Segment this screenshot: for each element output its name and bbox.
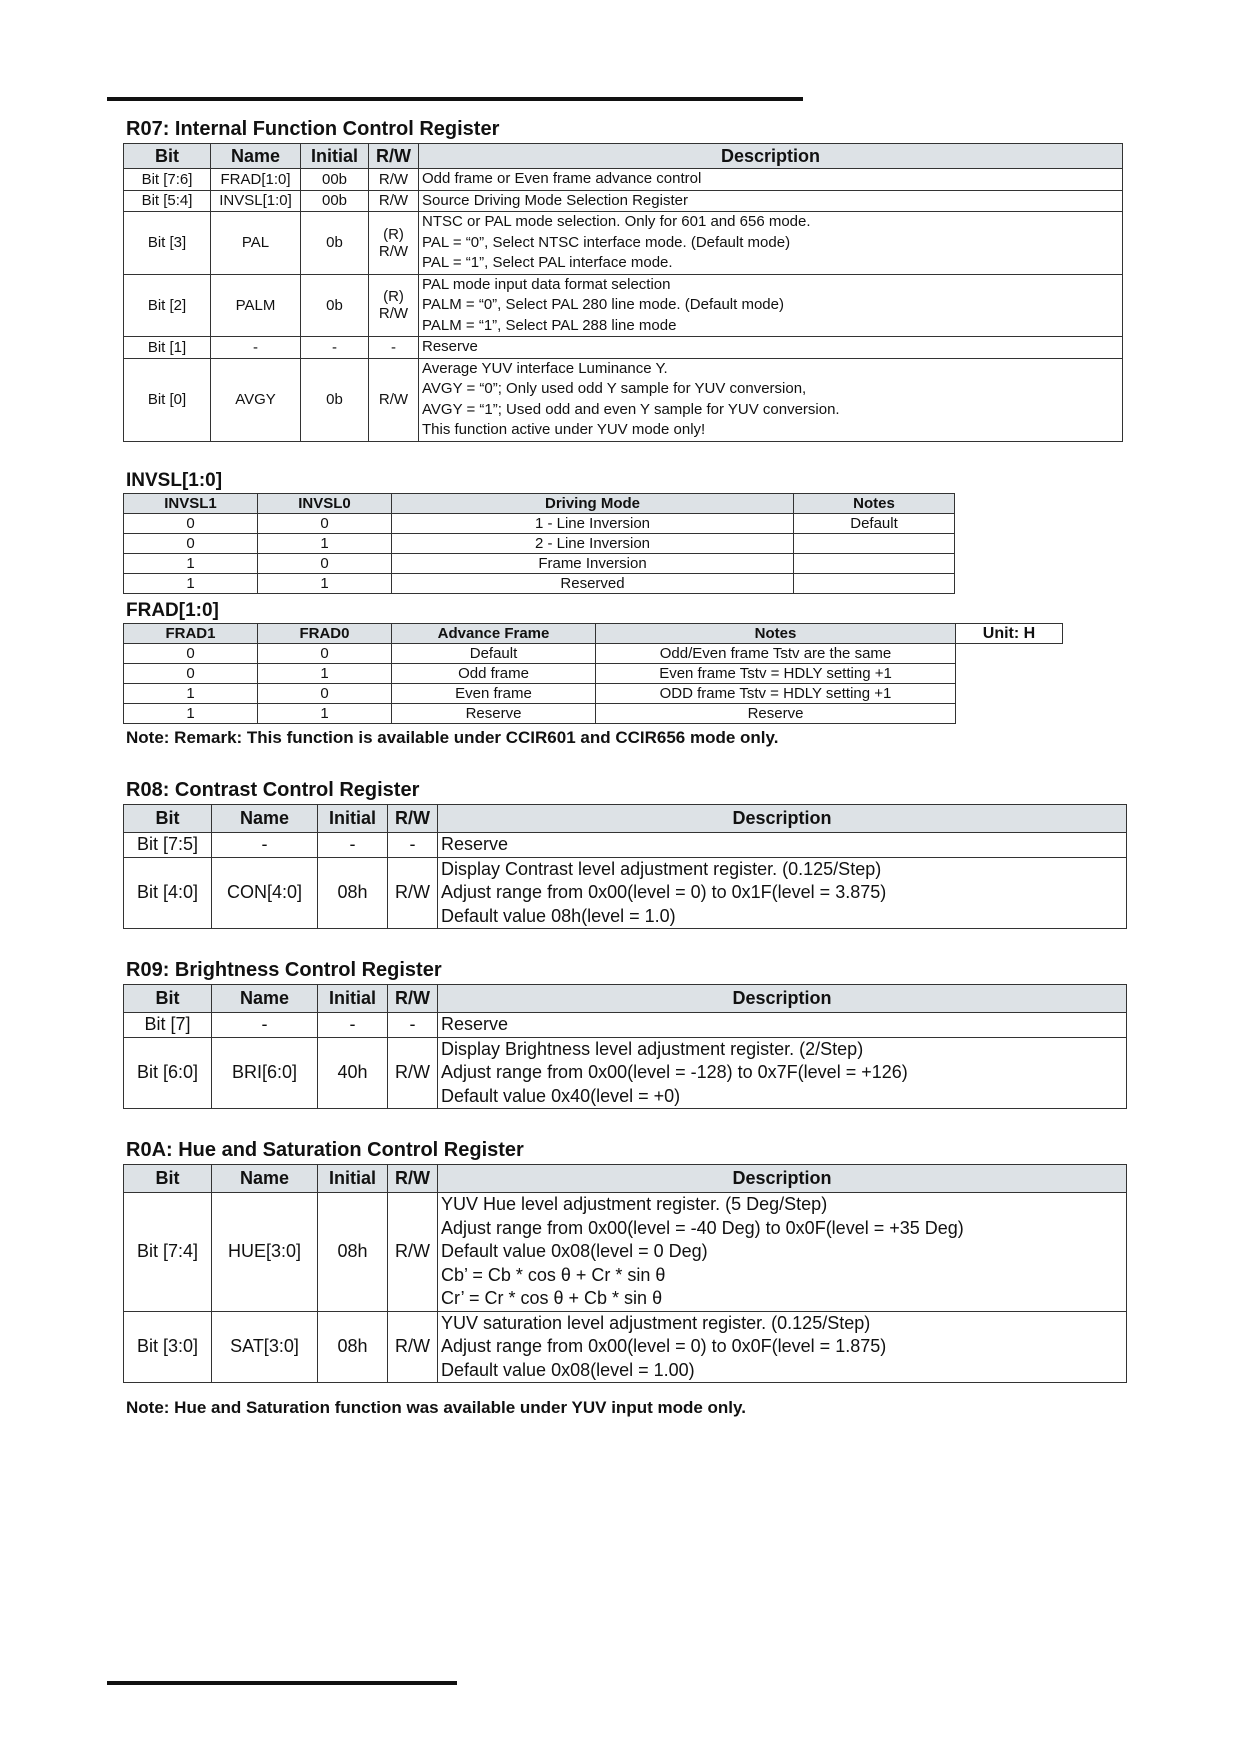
cell-name: SAT[3:0] [212,1311,318,1383]
col-header-name: Name [212,985,318,1013]
cell-initial: 00b [301,169,369,191]
cell-rw: R/W [388,1037,438,1109]
cell-initial: - [318,833,388,858]
frad-table [123,623,1063,724]
frad-unit: Unit: H [956,624,1063,644]
cell-name: FRAD[1:0] [211,169,301,191]
table-row [124,554,955,574]
description-line: Adjust range from 0x00(level = -40 Deg) to 0x0F(level = +35 Deg) [441,1217,964,1238]
r0a-table [123,1164,1127,1383]
table-cell: 0 [124,534,258,554]
table-cell: 1 [124,684,258,704]
cell-bit: Bit [7:4] [124,1193,212,1312]
r08-title: R08: Contrast Control Register [126,779,420,801]
frad-col-header: FRAD1 [124,624,258,644]
table-cell [794,534,955,554]
description-line: PALM = “0”, Select PAL 280 line mode. (Default mode) [422,296,784,313]
table-cell: 1 [124,554,258,574]
bottom-rule [107,1681,457,1685]
col-header-rw: R/W [388,985,438,1013]
table-cell: Even frame Tstv = HDLY setting +1 [596,664,956,684]
table-row [124,337,1123,359]
frad-col-header: FRAD0 [258,624,392,644]
table-cell: ODD frame Tstv = HDLY setting +1 [596,684,956,704]
table-row [124,704,1063,724]
col-header-rw: R/W [369,144,419,169]
table-row [124,274,1123,337]
cell-rw: R/W [388,857,438,929]
description-line: Default value 08h(level = 1.0) [441,905,676,926]
col-header-bit: Bit [124,985,212,1013]
description-line: PALM = “1”, Select PAL 288 line mode [422,316,677,334]
invsl-col-header: Notes [794,494,955,514]
invsl-col-header: INVSL0 [258,494,392,514]
table-cell: 1 [124,574,258,594]
cell-rw: R/W [369,169,419,191]
cell-bit: Bit [3] [124,212,211,275]
table-cell: 0 [124,644,258,664]
cell-description [438,1311,1127,1383]
cell-rw: - [388,833,438,858]
table-row [124,190,1123,212]
table-cell: Default [794,514,955,534]
r0a-title: R0A: Hue and Saturation Control Register [126,1139,524,1161]
table-row [124,644,1063,664]
table-cell: Even frame [392,684,596,704]
cell-name: PAL [211,212,301,275]
cell-description [419,190,1123,212]
cell-initial: 0b [301,212,369,275]
table-cell: Default [392,644,596,664]
cell-name: AVGY [211,358,301,441]
cell-initial: 08h [318,1193,388,1312]
cell-description [419,337,1123,359]
cell-description [419,169,1123,191]
cell-rw: (R) R/W [369,274,419,337]
description-line: Cb’ = Cb * cos θ + Cr * sin θ [441,1264,666,1285]
table-row [124,664,1063,684]
invsl-col-header: INVSL1 [124,494,258,514]
table-row [124,684,1063,704]
table-row [124,574,955,594]
table-cell: 0 [258,514,392,534]
col-header-name: Name [211,144,301,169]
col-header-name: Name [212,805,318,833]
cell-name: INVSL[1:0] [211,190,301,212]
description-line: AVGY = “1”; Used odd and even Y sample for YUV conversion. [422,400,840,418]
col-header-initial: Initial [318,805,388,833]
top-rule [107,97,803,101]
table-cell: 1 [258,704,392,724]
table-cell: 1 - Line Inversion [392,514,794,534]
table-cell: 0 [258,644,392,664]
description-line: NTSC or PAL mode selection. Only for 601 and 656 mode. [422,213,811,230]
cell-description [438,1013,1127,1038]
col-header-description: Description [419,144,1123,169]
col-header-initial: Initial [318,985,388,1013]
table-cell: Reserve [392,704,596,724]
cell-bit: Bit [0] [124,358,211,441]
frad-title: FRAD[1:0] [126,600,219,621]
table-cell: Odd/Even frame Tstv are the same [596,644,956,664]
table-cell: Odd frame [392,664,596,684]
cell-rw: R/W [369,190,419,212]
cell-rw: R/W [388,1193,438,1312]
col-header-name: Name [212,1165,318,1193]
description-line: Default value 0x08(level = 1.00) [441,1359,695,1380]
cell-bit: Bit [5:4] [124,190,211,212]
description-line: Reserve [441,1014,509,1034]
cell-initial: 0b [301,358,369,441]
col-header-description: Description [438,985,1127,1013]
invsl-title: INVSL[1:0] [126,470,223,491]
r07-title: R07: Internal Function Control Register [126,118,500,140]
description-line: Reserve [422,338,478,355]
r0a-note: Note: Hue and Saturation function was available under YUV input mode only. [126,1398,746,1417]
description-line: This function active under YUV mode only! [422,421,706,438]
table-row [124,857,1127,929]
cell-bit: Bit [7:6] [124,169,211,191]
table-row [124,169,1123,191]
cell-bit: Bit [3:0] [124,1311,212,1383]
description-line: Adjust range from 0x00(level = 0) to 0x1F(level = 3.875) [441,882,887,902]
description-line: Default value 0x08(level = 0 Deg) [441,1241,708,1261]
col-header-bit: Bit [124,1165,212,1193]
table-row [124,1193,1127,1312]
description-line: Source Driving Mode Selection Register [422,191,688,209]
table-row [124,358,1123,441]
table-row [124,1311,1127,1383]
cell-initial: - [318,1013,388,1038]
cell-bit: Bit [7] [124,1013,212,1038]
cell-bit: Bit [6:0] [124,1037,212,1109]
col-header-bit: Bit [124,805,212,833]
cell-rw: R/W [388,1311,438,1383]
r09-table [123,984,1127,1109]
frad-col-header: Advance Frame [392,624,596,644]
table-cell: 0 [124,514,258,534]
col-header-bit: Bit [124,144,211,169]
cell-description [438,833,1127,858]
description-line: Adjust range from 0x00(level = -128) to 0x7F(level = +126) [441,1062,908,1082]
cell-name: - [212,833,318,858]
cell-name: HUE[3:0] [212,1193,318,1312]
col-header-rw: R/W [388,1165,438,1193]
col-header-initial: Initial [318,1165,388,1193]
table-row [124,1013,1127,1038]
table-cell: 0 [124,664,258,684]
table-row [124,1037,1127,1109]
cell-initial: 40h [318,1037,388,1109]
cell-description [419,212,1123,275]
description-line: YUV saturation level adjustment register. (0.125/Step) [441,1312,871,1333]
description-line: Display Brightness level adjustment register. (2/Step) [441,1038,864,1059]
cell-name: - [212,1013,318,1038]
frad-col-header: Notes [596,624,956,644]
table-row [124,534,955,554]
r09-title: R09: Brightness Control Register [126,959,442,981]
cell-name: BRI[6:0] [212,1037,318,1109]
table-cell: 1 [258,574,392,594]
col-header-initial: Initial [301,144,369,169]
frad-note: Note: Remark: This function is available under CCIR601 and CCIR656 mode only. [126,728,779,747]
cell-name: PALM [211,274,301,337]
cell-bit: Bit [4:0] [124,857,212,929]
cell-bit: Bit [7:5] [124,833,212,858]
table-row [124,833,1127,858]
description-line: Display Contrast level adjustment register. (0.125/Step) [441,858,882,879]
table-cell [794,574,955,594]
description-line: Adjust range from 0x00(level = 0) to 0x0F(level = 1.875) [441,1336,887,1356]
cell-rw: (R) R/W [369,212,419,275]
description-line: Cr’ = Cr * cos θ + Cb * sin θ [441,1288,663,1308]
cell-initial: 0b [301,274,369,337]
cell-bit: Bit [2] [124,274,211,337]
table-cell: 0 [258,684,392,704]
r07-table [123,143,1123,442]
cell-initial: 00b [301,190,369,212]
col-header-description: Description [438,1165,1127,1193]
cell-rw: - [369,337,419,359]
description-line: YUV Hue level adjustment register. (5 Deg/Step) [441,1194,828,1214]
invsl-table [123,493,955,594]
invsl-col-header: Driving Mode [392,494,794,514]
col-header-rw: R/W [388,805,438,833]
cell-initial: 08h [318,1311,388,1383]
table-cell [794,554,955,574]
cell-name: - [211,337,301,359]
cell-description [438,857,1127,929]
description-line: PAL = “0”, Select NTSC interface mode. (Default mode) [422,233,791,251]
table-cell: 2 - Line Inversion [392,534,794,554]
cell-rw: R/W [369,358,419,441]
description-line: Average YUV interface Luminance Y. [422,359,668,377]
cell-name: CON[4:0] [212,857,318,929]
cell-description [438,1193,1127,1312]
cell-rw: - [388,1013,438,1038]
table-cell: 1 [258,664,392,684]
description-line: Reserve [441,834,509,854]
table-cell: 0 [258,554,392,574]
table-cell: Frame Inversion [392,554,794,574]
cell-description [419,358,1123,441]
cell-initial: - [301,337,369,359]
description-line: PAL mode input data format selection [422,275,671,293]
r08-table [123,804,1127,929]
cell-bit: Bit [1] [124,337,211,359]
table-row [124,514,955,534]
table-cell: 1 [258,534,392,554]
table-row [124,212,1123,275]
description-line: AVGY = “0”; Only used odd Y sample for YUV conversion, [422,380,807,397]
description-line: Default value 0x40(level = +0) [441,1085,681,1106]
description-line: PAL = “1”, Select PAL interface mode. [422,254,673,271]
cell-description [419,274,1123,337]
description-line: Odd frame or Even frame advance control [422,170,702,187]
cell-description [438,1037,1127,1109]
table-cell: Reserve [596,704,956,724]
col-header-description: Description [438,805,1127,833]
cell-initial: 08h [318,857,388,929]
table-cell: 1 [124,704,258,724]
table-cell: Reserved [392,574,794,594]
